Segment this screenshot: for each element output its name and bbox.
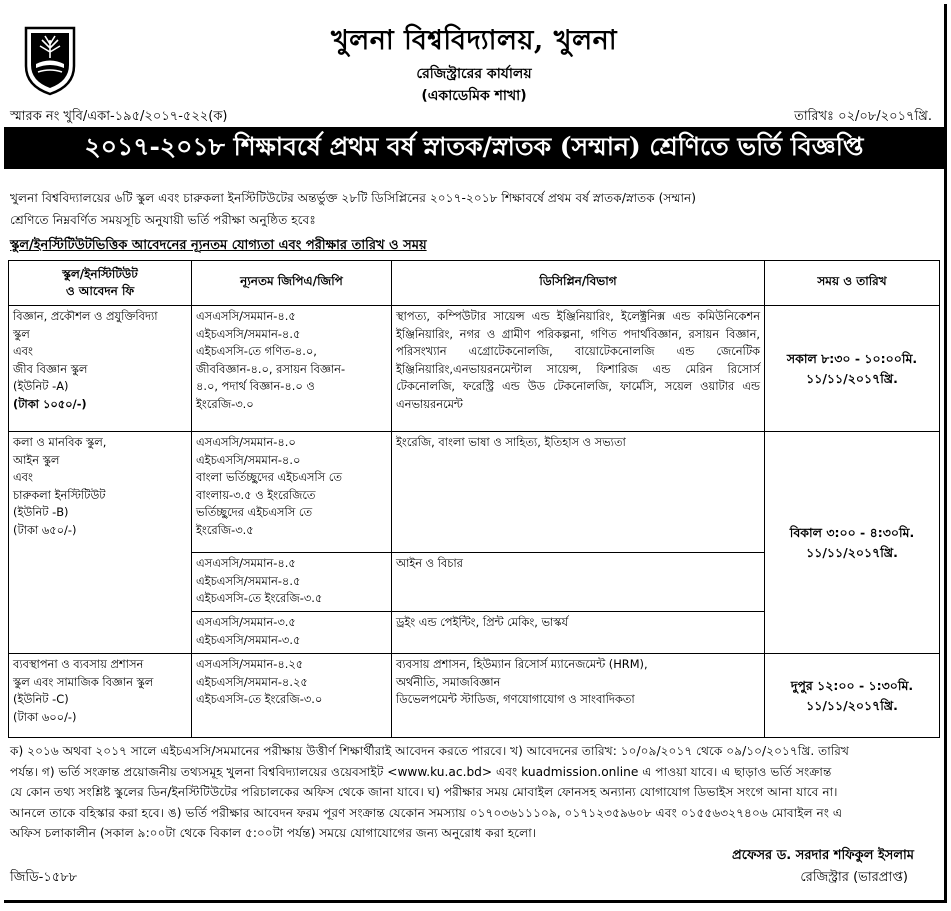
gd-number: জিডি-১৫৮৮	[10, 870, 78, 885]
gpa-cell	[192, 654, 392, 738]
note-line: আনলে তাকে বহিস্কার করা হবে। ঙ) ভর্তি পরীক্ষার আবেদন ফরম পূরণ সংক্রান্ত যেকোন সমস্যায় ০১৭০৩৬১১১০৯, ০১৭১২৩৫৯৬০৮ এবং ০১৫৫৬৩২৭৪০৬ মোবাইল নং এ	[10, 805, 843, 820]
time-cell	[765, 432, 940, 654]
gpa-line: এইচএসসি/সমমান-৪.৫	[196, 326, 301, 341]
header-school	[9, 261, 192, 306]
school-line: স্কুল এবং সামাজিক বিজ্ঞান স্কুল	[13, 674, 154, 689]
gpa-cell	[192, 612, 392, 654]
school-line: বিজ্ঞান, প্রকৌশল ও প্রযুক্তিবিদ্যা	[13, 309, 158, 323]
school-line: ব্যবস্থাপনা ও ব্যবসায় প্রশাসন	[13, 657, 144, 671]
school-cell	[9, 654, 192, 738]
school-cell	[9, 432, 192, 654]
gpa-line: এসএসসি/সমমান-৪.২৫	[196, 657, 304, 671]
gpa-cell	[192, 553, 392, 612]
school-line: কলা ও মানবিক স্কুল,	[13, 435, 107, 449]
exam-time: দুপুর ১২:০০ - ১:৩০মি.	[790, 677, 914, 693]
time-cell	[765, 306, 940, 432]
discipline-cell	[392, 306, 765, 432]
header-school-line: স্কুল/ইনস্টিটিউট	[62, 266, 138, 281]
fee-label: (টাকা ৬৫০/-)	[13, 522, 77, 537]
gpa-line: এইচএসসি/সমমান-৪.০	[196, 452, 301, 467]
discipline-text: স্থাপত্য, কম্পিউটার সায়েন্স এন্ড ইঞ্জিনিয়ারিং, ইলেক্ট্রনিক্স এন্ড কমিউনিকেশন ইঞ্জিনিয়ারিং, নগর ও গ্রামীণ পরিকল্পনা, গণিত পদার্থবিজ্ঞান, রসায়ন বিজ্ঞান, পরিসংখ্যান এগ্রোটেকনোলজি, বায়োটেকনোলজি এন্ড জেনেটিক ইঞ্জিনিয়ারিং,এনভায়রনমেন্টাল সায়েন্স, ফিশারিজ এন্ড মেরিন রিসোর্স টেকনোলজি, ফরেস্ট্রি এন্ড উড টেকনোলজি, ফার্মেসি, সয়েল ওয়াটার এন্ড এনভায়রনমেন্ট	[396, 309, 760, 411]
discipline-line: ব্যবসায় প্রশাসন, হিউম্যান রিসোর্স ম্যানেজমেন্ট (HRM),	[396, 657, 648, 671]
school-line: এবং	[13, 344, 33, 358]
exam-time: বিকাল ৩:০০ - ৪:৩০মি.	[789, 524, 915, 540]
gpa-line: এইচএসসি/সমমান-৪.৫	[196, 573, 301, 588]
gpa-line: এসএসসি/সমমান-৪.৫	[196, 556, 296, 570]
admission-table	[8, 260, 940, 738]
discipline-text: ইংরেজি, বাংলা ভাষা ও সাহিত্য, ইতিহাস ও সভ্যতা	[396, 435, 626, 449]
university-name: খুলনা বিশ্ববিদ্যালয়, খুলনা	[330, 25, 618, 56]
gpa-line: এসএসসি/সমমান-৩.৫	[196, 615, 296, 629]
exam-date: ১১/১১/২০১৭খ্রি.	[806, 697, 898, 713]
gpa-line: এইচএসসি-তে গণিত-৪.০,	[196, 344, 317, 358]
exam-time: সকাল ৮:৩০ - ১০:০০মি.	[786, 350, 918, 366]
gpa-line: বাংলা ভর্তিচ্ছুদের এইচএসসি তে	[196, 470, 342, 484]
gpa-line: ইংরেজি-৩.৫	[196, 522, 254, 537]
discipline-text: আইন ও বিচার	[396, 556, 463, 570]
gpa-line: এইচএসসি/সমমান-৩.৫	[196, 632, 301, 647]
fee-label: (টাকা ১০৫০/-)	[13, 396, 87, 411]
gpa-line: এসএসসি/সমমান-৪.৫	[196, 309, 296, 323]
branch-name: (একাডেমিক শাখা)	[421, 88, 527, 104]
table-row-unit-c	[9, 654, 940, 738]
table-header-row	[9, 261, 940, 306]
gpa-line: এসএসসি/সমমান-৪.০	[196, 435, 296, 449]
exam-date: ১১/১১/২০১৭খ্রি.	[806, 370, 898, 386]
school-line: আইন স্কুল	[13, 452, 60, 467]
discipline-cell	[392, 553, 765, 612]
discipline-cell	[392, 432, 765, 553]
gpa-cell	[192, 306, 392, 432]
memo-number: স্মারক নং খুবি/একা-১৯৫/২০১৭-৫২২(ক)	[10, 109, 228, 124]
header-discipline: ডিসিপ্লিন/বিভাগ	[392, 261, 765, 306]
gpa-line: ইংরেজি-৩.০	[196, 396, 254, 411]
gpa-line: ৪.০, পদার্থ বিজ্ঞান-৪.০ ও	[196, 379, 315, 393]
discipline-cell	[392, 612, 765, 654]
intro-line: খুলনা বিশ্ববিদ্যালয়ের ৬টি স্কুল এবং চারুকলা ইনস্টিটিউটের অন্তর্ভুক্ত ২৮টি ডিসিপ্লিনের ২০১৭-২০১৮ শিক্ষাবর্ষে প্রথম বর্ষ স্নাতক/স্নাতক (সম্মান)	[10, 191, 697, 205]
discipline-line: অর্থনীতি, সমাজবিজ্ঞান	[396, 674, 501, 689]
gpa-line: ভর্তিচ্ছুদের এইচএসসি তে	[196, 505, 313, 519]
note-line: যে কোন তথ্য সংশ্লিষ্ট স্কুলের ডিন/ইনস্টিটিউটের পরিচালকের অফিস থেকে জানা যাবে। ঘ) পরীক্ষার সময় মোবাইল ফোনসহ অন্যান্য যোগাযোগ ডিভাইস সংগে আনা যাবে না।	[10, 785, 838, 799]
time-cell	[765, 654, 940, 738]
note-line: অফিস চলাকালীন (সকাল ৯:০০টা থেকে বিকাল ৫:০০টা পর্যন্ত) সময়ে যোগাযোগের জন্য অনুরোধ করা হলো।	[10, 826, 537, 840]
notice-date: তারিখঃ ০২/০৮/২০১৭খ্রি.	[794, 109, 932, 124]
gpa-line: জীববিজ্ঞান-৪.০, রসায়ন বিজ্ঞান-	[196, 361, 346, 376]
gpa-line: এইচএসসি-তে ইংরেজি-৩.৫	[196, 591, 323, 605]
fee-label: (টাকা ৬০০/-)	[13, 709, 77, 724]
office-name: রেজিস্ট্রারের কার্যালয়	[416, 66, 532, 82]
discipline-line: ডিভেলপমেন্ট স্টাডিজ, গণযোগাযোগ ও সাংবাদিকতা	[396, 692, 635, 706]
unit-label: (ইউনিট -C)	[13, 692, 69, 706]
school-line: জীব বিজ্ঞান স্কুল	[13, 361, 88, 376]
gpa-line: এইচএসসি-তে ইংরেজি-৩.০	[196, 692, 323, 706]
signatory-title: রেজিস্ট্রার (ভারপ্রাপ্ত)	[800, 870, 908, 885]
unit-label: (ইউনিট -A)	[13, 379, 69, 393]
header-gpa: ন্যূনতম জিপিএ/জিপি	[192, 261, 392, 306]
school-line: চারুকলা ইনস্টিটিউট	[13, 487, 106, 502]
instructions-notes	[10, 741, 936, 844]
discipline-cell	[392, 654, 765, 738]
gpa-cell	[192, 432, 392, 553]
intro-paragraph	[10, 187, 934, 231]
discipline-text: ড্রইং এন্ড পেইন্টিং, প্রিন্ট মেকিং, ভাস্কর্য	[396, 615, 569, 629]
note-line: পর্যন্ত। গ) ভর্তি সংক্রান্ত প্রয়োজনীয় তথ্যসমূহ খুলনা বিশ্ববিদ্যালয়ের ওয়েবসাইট <www.ku.ac.bd> এবং kuadmission.online এ পাওয়া যাবে। এ ছাড়াও ভর্তি সংক্রান্ত	[10, 764, 832, 779]
gpa-line: এইচএসসি/সমমান-৪.২৫	[196, 674, 308, 689]
header-time: সময় ও তারিখ	[765, 261, 940, 306]
signatory-name: প্রফেসর ড. সরদার শফিকুল ইসলাম	[732, 848, 914, 863]
admission-notice	[4, 4, 947, 903]
header-school-line: ও আবেদন ফি	[65, 284, 135, 298]
section-heading: স্কুল/ইনস্টিটিউটভিত্তিক আবেদনের ন্যূনতম যোগ্যতা এবং পরীক্ষার তারিখ ও সময়	[10, 238, 427, 253]
note-line: ক) ২০১৬ অথবা ২০১৭ সালে এইচএসসি/সমমানের পরীক্ষায় উত্তীর্ণ শিক্ষার্থীরাই আবেদন করতে পারবে। খ) আবেদনের তারিখ: ১০/০৯/২০১৭ থেকে ০৯/১০/২০১৭খ্রি. তারিখ	[10, 744, 850, 758]
table-row-unit-a	[9, 306, 940, 432]
intro-line: শ্রেণিতে নিম্নবর্ণিত সময়সূচি অনুযায়ী ভর্তি পরীক্ষা অনুষ্ঠিত হবেঃ	[10, 213, 316, 227]
school-line: এবং	[13, 470, 33, 484]
notice-title: ২০১৭-২০১৮ শিক্ষাবর্ষে প্রথম বর্ষ স্নাতক/স্নাতক (সম্মান) শ্রেণিতে ভর্তি বিজ্ঞপ্তি	[4, 127, 944, 169]
school-line: স্কুল	[13, 326, 30, 341]
gpa-line: বাংলায়-৩.৫ ও ইংরেজিতে	[196, 487, 316, 502]
school-cell	[9, 306, 192, 432]
table-row-unit-b	[9, 432, 940, 553]
exam-date: ১১/১১/২০১৭খ্রি.	[806, 544, 898, 560]
unit-label: (ইউনিট -B)	[13, 505, 69, 519]
